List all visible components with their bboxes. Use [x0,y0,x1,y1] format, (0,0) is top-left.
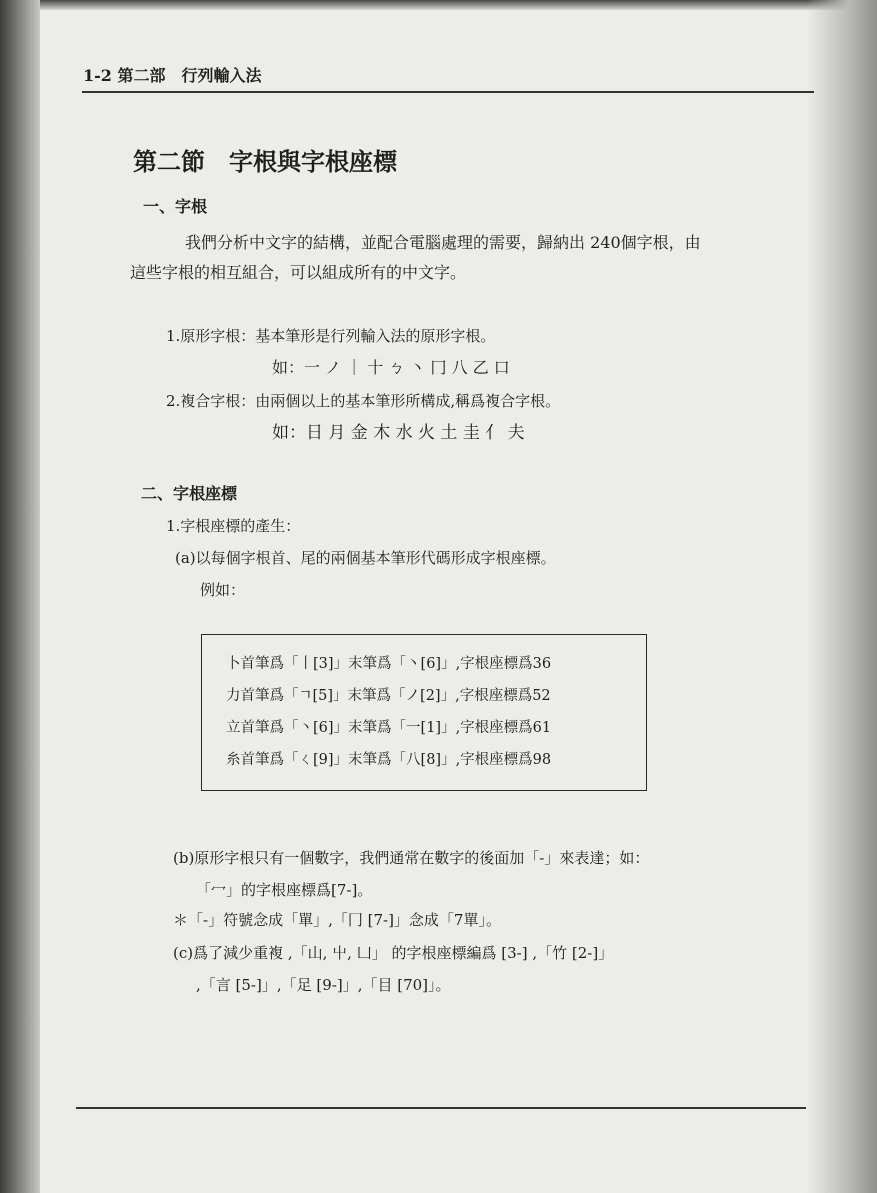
example-line-3: 立首筆爲「丶[6]」末筆爲「一[1]」,字根座標爲61 [226,720,552,736]
example-line-1: 卜首筆爲「丨[3]」末筆爲「丶[6]」,字根座標爲36 [226,656,552,672]
part1-paragraph-line1: 我們分析中文字的結構，並配合電腦處理的需要，歸納出 240個字根，由 [185,233,701,252]
example-line-4: 糸首筆爲「ㄑ[9]」末筆爲「八[8]」,字根座標爲98 [226,752,552,768]
part2-b-line2: 「冖」的字根座標爲[7-]。 [196,881,373,899]
part2-c-line2: ,「言 [5-]」,「足 [9-]」,「目 [70]」。 [196,976,451,994]
header-rule [82,91,814,93]
item2-compound-radicals: 2.複合字根：由兩個以上的基本筆形所構成,稱爲複合字根。 [166,392,561,410]
item2-example: 如：日 月 金 木 水 火 土 圭 亻 夫 [272,423,525,443]
section-title: 第二節 字根與字根座標 [133,147,397,176]
part2-heading: 二、字根座標 [141,484,238,503]
example-label: 例如： [200,581,246,599]
item1-example: 如：一 ノ ｜ 十 ㄅ 丶 冂 八 乙 口 [272,358,510,377]
page-edge-shadow [807,0,877,1193]
item1-original-radicals: 1.原形字根：基本筆形是行列輸入法的原形字根。 [166,327,496,345]
part2-b-line1: (b)原形字根只有一個數字，我們通常在數字的後面加「-」來表達；如： [173,849,650,867]
part2-a-text: (a)以每個字根首、尾的兩個基本筆形代碼形成字根座標。 [175,549,556,567]
part2-subheading: 1.字根座標的產生： [166,517,301,535]
footer-rule [76,1107,806,1109]
book-spine-shadow [0,0,40,1193]
part2-note: ＊「-」符號念成「單」,「冂 [7-]」念成「7單」。 [173,911,501,929]
part1-heading: 一、字根 [143,197,208,216]
example-line-2: 力首筆爲「ㄱ[5]」末筆爲「ノ[2]」,字根座標爲52 [226,688,551,704]
part2-c-line1: (c)爲了減少重複 ,「山, 屮, 凵」 的字根座標編爲 [3-] ,「竹 [2-]」 [173,944,614,962]
running-header: 1-2 第二部 行列輸入法 [83,66,262,85]
part1-paragraph-line2: 這些字根的相互組合，可以組成所有的中文字。 [130,263,467,282]
scan-top-shadow [0,0,877,10]
